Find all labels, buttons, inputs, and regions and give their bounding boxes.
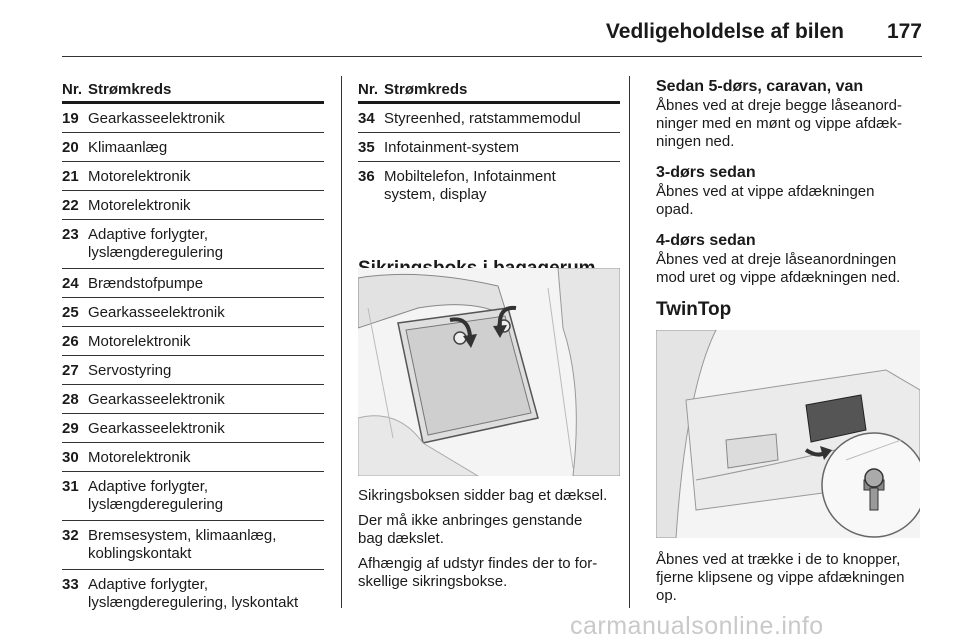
paragraph: Afhængig af udstyr findes der to for- skellige sikringsbokse. xyxy=(358,555,598,590)
paragraph: Åbnes ved at dreje låseanordningen mod uret og vippe afdækningen ned. xyxy=(656,251,901,286)
table-row: 32 Bremsesystem, klimaanlæg, koblingskontakt xyxy=(62,521,324,570)
paragraph: Åbnes ved at trække i de to knopper, fjerne klipsene og vippe afdækningen op. xyxy=(656,551,905,604)
column-divider xyxy=(629,76,630,608)
table-row: 35 Infotainment-system xyxy=(358,133,620,162)
table-row: 25 Gearkasseelektronik xyxy=(62,298,324,327)
table-row: 27 Servostyring xyxy=(62,356,324,385)
table-row: 19 Gearkasseelektronik xyxy=(62,104,324,133)
subsection-title: 3-dørs sedan xyxy=(656,164,756,181)
table-row: 30 Motorelektronik xyxy=(62,443,324,472)
paragraph: Der må ikke anbringes genstande bag dækslet. xyxy=(358,512,583,547)
subsection-title: 4-dørs sedan xyxy=(656,232,756,249)
section-heading: TwinTop xyxy=(656,299,732,320)
table-row: 36 Mobiltelefon, Infotainment system, display xyxy=(358,168,556,203)
page-title: Vedligeholdelse af bilen xyxy=(605,20,844,43)
twintop-fusebox-illustration xyxy=(656,330,920,538)
table-row: 34 Styreenhed, ratstammemodul xyxy=(358,104,620,133)
paragraph: Åbnes ved at vippe afdækningen opad. xyxy=(656,183,875,218)
fuse-table-middle xyxy=(358,79,620,210)
table-row: 21 Motorelektronik xyxy=(62,162,324,191)
table-row: 28 Gearkasseelektronik xyxy=(62,385,324,414)
fuse-table-left xyxy=(62,79,324,618)
table-row: 20 Klimaanlæg xyxy=(62,133,324,162)
table-header: Nr. Strømkreds xyxy=(62,79,324,104)
trunk-fusebox-drawing xyxy=(358,268,620,476)
twintop-fusebox-drawing xyxy=(656,330,920,538)
paragraph: Åbnes ved at dreje begge låseanord- ninger med en mønt og vippe afdæk- ningen ned. xyxy=(656,97,903,150)
table-row: 24 Brændstofpumpe xyxy=(62,269,324,298)
table-row: 33 Adaptive forlygter, lyslængderegulering, lyskontakt xyxy=(62,576,299,611)
table-row: 31 Adaptive forlygter, lyslængderegulering xyxy=(62,472,324,521)
trunk-fusebox-illustration xyxy=(358,268,620,476)
page-number: 177 xyxy=(886,20,922,43)
table-row: 29 Gearkasseelektronik xyxy=(62,414,324,443)
watermark: carmanualsonline.info xyxy=(570,612,824,640)
subsection-title: Sedan 5-dørs, caravan, van xyxy=(656,78,864,95)
column-divider xyxy=(341,76,342,608)
table-row: 26 Motorelektronik xyxy=(62,327,324,356)
table-header: Nr. Strømkreds xyxy=(358,79,620,104)
table-row: 22 Motorelektronik xyxy=(62,191,324,220)
table-row: 23 Adaptive forlygter, lyslængderegulering xyxy=(62,220,324,269)
header-divider xyxy=(62,56,922,57)
paragraph: Sikringsboksen sidder bag et dæksel. xyxy=(358,487,608,504)
page-header xyxy=(62,10,922,50)
